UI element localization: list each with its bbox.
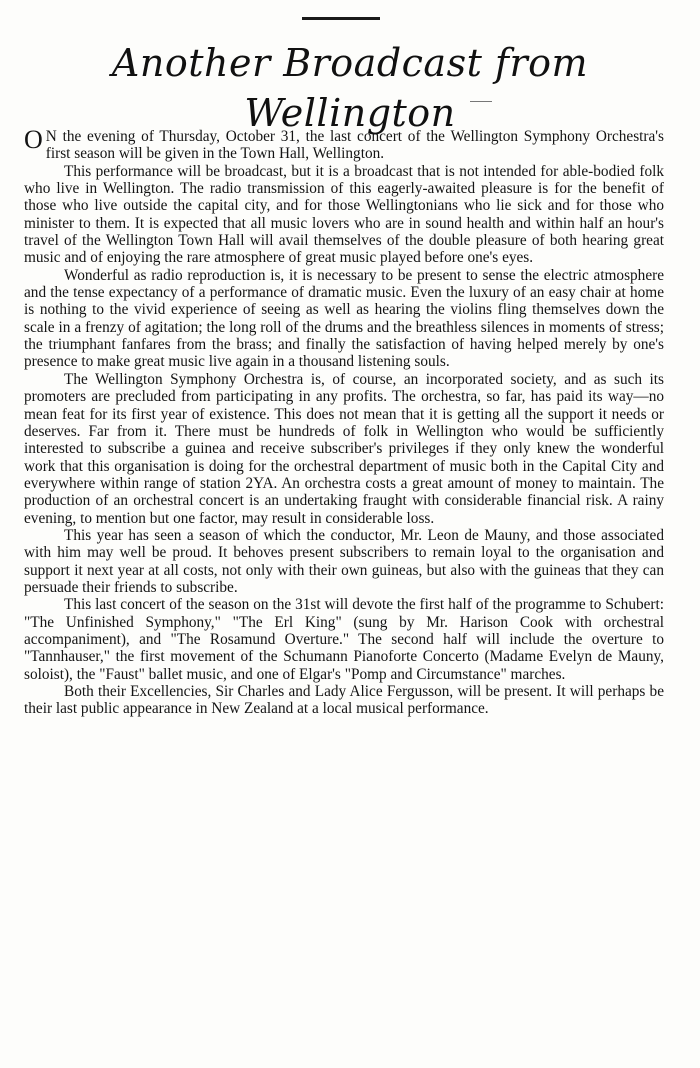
drop-cap: O — [24, 125, 43, 154]
article-body — [24, 125, 664, 718]
article-paragraph-1 — [24, 125, 664, 163]
article-paragraph-4: The Wellington Symphony Orchestra is, of course, an incorporated society, and as such its promoters are precluded from participating in any profits. The orchestra, so far, has paid its way—no mean feat for its first year of existence. This does not mean that it is getting all the support it needs or deserves. Far from it. There must be hundreds of folk in Wellington who would be sufficiently interested to subscribe a guinea and receive subscriber's privileges if they only knew the wonderful work that this organisation is doing for the orchestral department of music both in the Capital City and everywhere within range of station 2YA. An orchestra costs a great amount of money to maintain. The production of an orchestral concert is an undertaking fraught with considerable financial risk. A rainy evening, to mention but one factor, may result in considerable loss. — [24, 370, 664, 527]
article-paragraph-3: Wonderful as radio reproduction is, it is necessary to be present to sense the electric atmosphere and the tense expectancy of a performance of dramatic music. Even the luxury of an easy chair at home is nothing to the vivid experience of seeing as well as hearing the violins fling themselves down the scale in a frenzy of agitation; the long roll of the drums and the breathless silences in moments of stress; the triumphant fanfares from the brass; and finally the satisfaction of having helped merely by one's presence to make great music live again in a thousand listening souls. — [24, 266, 664, 371]
paragraph-1-text: N the evening of Thursday, October 31, the last concert of the Wellington Symphony Orchestra's first season will be given in the Town Hall, Wellington. — [45, 128, 664, 163]
article-paragraph-2: This performance will be broadcast, but it is a broadcast that is not intended for able-bodied folk who live in Wellington. The radio transmission of this eagerly-awaited pleasure is for the benefit of those who live outside the capital city, and for those Wellingtonians who lie sick and for those who minister to them. It is expected that all music lovers who are in sound health and within half an hour's travel of the Wellington Town Hall will avail themselves of the double pleasure of both hearing great music and of enjoying the rare atmosphere of great music played before one's eyes. — [24, 162, 664, 267]
article-paragraph-5: This year has seen a season of which the conductor, Mr. Leon de Mauny, and those associated with him may well be proud. It behoves present subscribers to remain loyal to the organisation and support it next year at all costs, not only with their own guineas, but also with the guineas that they can persuade their friends to subscribe. — [24, 526, 664, 596]
article-paragraph-7: Both their Excellencies, Sir Charles and Lady Alice Fergusson, will be present. It will perhaps be their last public appearance in New Zealand at a local musical performance. — [24, 683, 664, 718]
article-paragraph-6: This last concert of the season on the 31st will devote the first half of the programme to Schubert: "The Unfinished Symphony," "The Erl King" (sung by Mr. Harison Cook with orchestral accompaniment), and "The Rosamund Overture." The second half will include the overture to "Tannhauser," the first movement of the Schumann Pianoforte Concerto (Madame Evelyn de Mauny, soloist), the "Faust" ballet music, and one of Elgar's "Pomp and Circumstance" marches. — [24, 596, 664, 683]
article-headline: Another Broadcast from Wellington — [111, 41, 589, 135]
headline-underline — [470, 101, 492, 102]
header-rule — [302, 17, 380, 20]
